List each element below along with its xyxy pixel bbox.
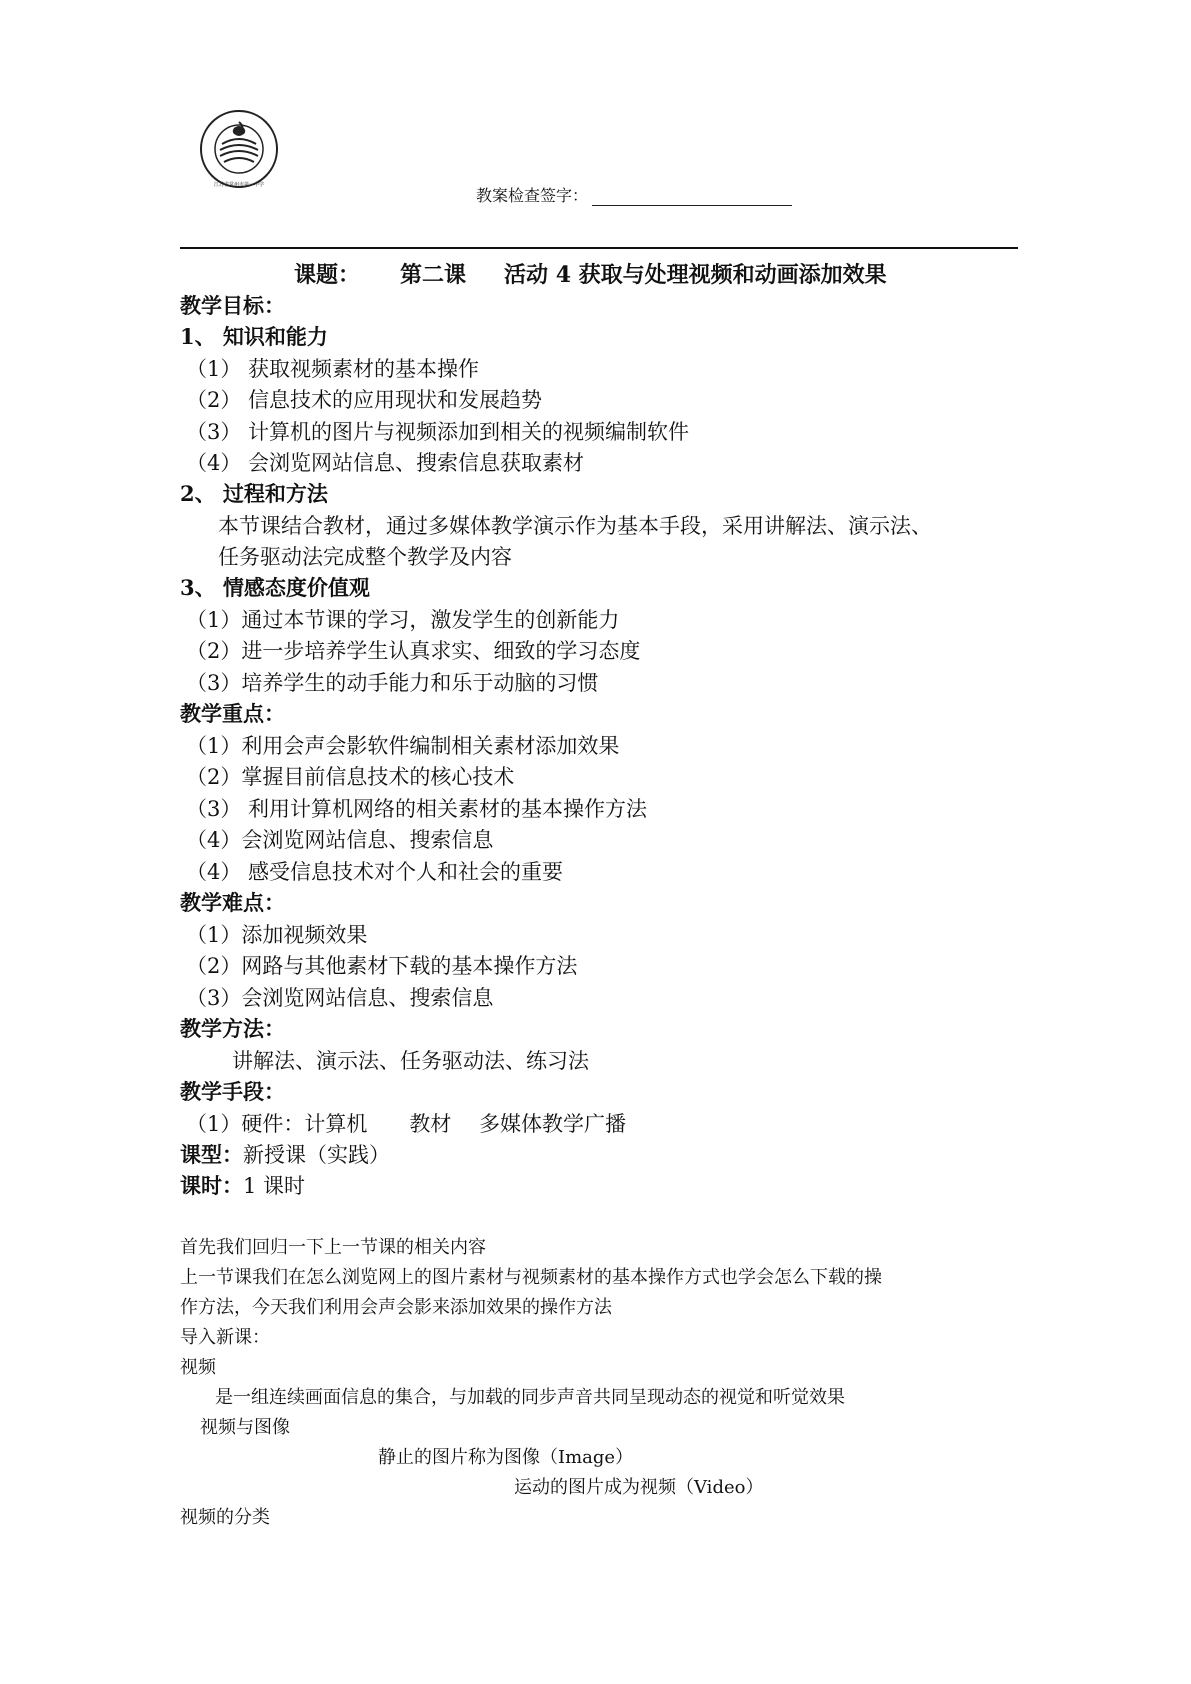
- lesson-type-row: [180, 1139, 390, 1169]
- lesson-hours-label: 课时：: [180, 1173, 243, 1198]
- lesson-hours-row: [180, 1170, 305, 1200]
- video-definition: 是一组连续画面信息的集合，与加载的同步声音共同呈现动态的视觉和听觉效果: [215, 1387, 845, 1408]
- review-detail-line: 作方法，今天我们利用会声会影来添加效果的操作方法: [180, 1297, 612, 1318]
- header-divider: [180, 247, 1018, 249]
- lesson-title: [294, 258, 887, 289]
- intro-label: 导入新课：: [180, 1327, 270, 1348]
- review-detail-line: 上一节课我们在怎么浏览网上的图片素材与视频素材的基本操作方式也学会怎么下载的操: [180, 1267, 882, 1288]
- lesson-type-value: 新授课（实践）: [243, 1143, 390, 1167]
- video-definition-2: 运动的图片成为视频（Video）: [514, 1477, 764, 1498]
- knowledge-item: （2） 信息技术的应用现状和发展趋势: [186, 388, 543, 412]
- emotion-heading: 3、 情感态度价值观: [180, 575, 370, 600]
- process-line: 任务驱动法完成整个教学及内容: [218, 545, 512, 569]
- difficult-point-item: （3）会浏览网站信息、搜索信息: [186, 986, 494, 1010]
- process-heading: 2、 过程和方法: [180, 481, 328, 506]
- knowledge-item: （1） 获取视频素材的基本操作: [186, 357, 480, 381]
- review-text: 首先我们回归一下上一节课的相关内容: [180, 1237, 486, 1258]
- title-lesson: 第二课: [400, 262, 467, 288]
- process-line: 本节课结合教材，通过多媒体教学演示作为基本手段，采用讲解法、演示法、: [218, 514, 932, 538]
- means-text: （1）硬件：计算机 教材 多媒体教学广播: [186, 1112, 627, 1136]
- emotion-item: （2）进一步培养学生认真求实、细致的学习态度: [186, 639, 641, 663]
- lesson-hours-value: 1 课时: [243, 1174, 306, 1198]
- key-point-item: （2）掌握目前信息技术的核心技术: [186, 765, 515, 789]
- key-points-heading: 教学重点：: [180, 701, 285, 726]
- knowledge-heading: 1、 知识和能力: [180, 324, 328, 349]
- difficult-point-item: （2）网路与其他素材下载的基本操作方法: [186, 954, 578, 978]
- knowledge-item: （4） 会浏览网站信息、搜索信息获取素材: [186, 451, 585, 475]
- emotion-item: （1）通过本节课的学习，激发学生的创新能力: [186, 608, 620, 632]
- signature-label: 教案检查签字：: [476, 186, 589, 205]
- key-point-item: （4）会浏览网站信息、搜索信息: [186, 828, 494, 852]
- key-point-item: （1）利用会声会影软件编制相关素材添加效果: [186, 734, 620, 758]
- emotion-item: （3）培养学生的动手能力和乐于动脑的习惯: [186, 671, 599, 695]
- video-vs-image: 视频与图像: [200, 1417, 290, 1438]
- signature-line[interactable]: [592, 191, 792, 206]
- title-topic: 活动 4 获取与处理视频和动画添加效果: [504, 262, 887, 288]
- methods-heading: 教学方法：: [180, 1016, 285, 1041]
- knowledge-item: （3） 计算机的图片与视频添加到相关的视频编制软件: [186, 420, 690, 444]
- difficult-points-heading: 教学难点：: [180, 890, 285, 915]
- lesson-type-label: 课型：: [180, 1142, 243, 1167]
- means-heading: 教学手段：: [180, 1079, 285, 1104]
- objectives-heading: 教学目标：: [180, 293, 285, 318]
- signature-row: [476, 183, 792, 206]
- methods-text: 讲解法、演示法、任务驱动法、练习法: [232, 1049, 589, 1073]
- logo-text: 江苏省常州市第一中学: [213, 182, 265, 188]
- key-point-item: （4） 感受信息技术对个人和社会的重要: [186, 860, 564, 884]
- title-label: 课题：: [294, 262, 361, 288]
- difficult-point-item: （1）添加视频效果: [186, 923, 368, 947]
- video-label: 视频: [180, 1357, 216, 1378]
- image-definition: 静止的图片称为图像（Image）: [378, 1447, 634, 1468]
- key-point-item: （3） 利用计算机网络的相关素材的基本操作方法: [186, 797, 648, 821]
- school-seal-logo: [198, 108, 280, 190]
- classification-label: 视频的分类: [180, 1507, 270, 1528]
